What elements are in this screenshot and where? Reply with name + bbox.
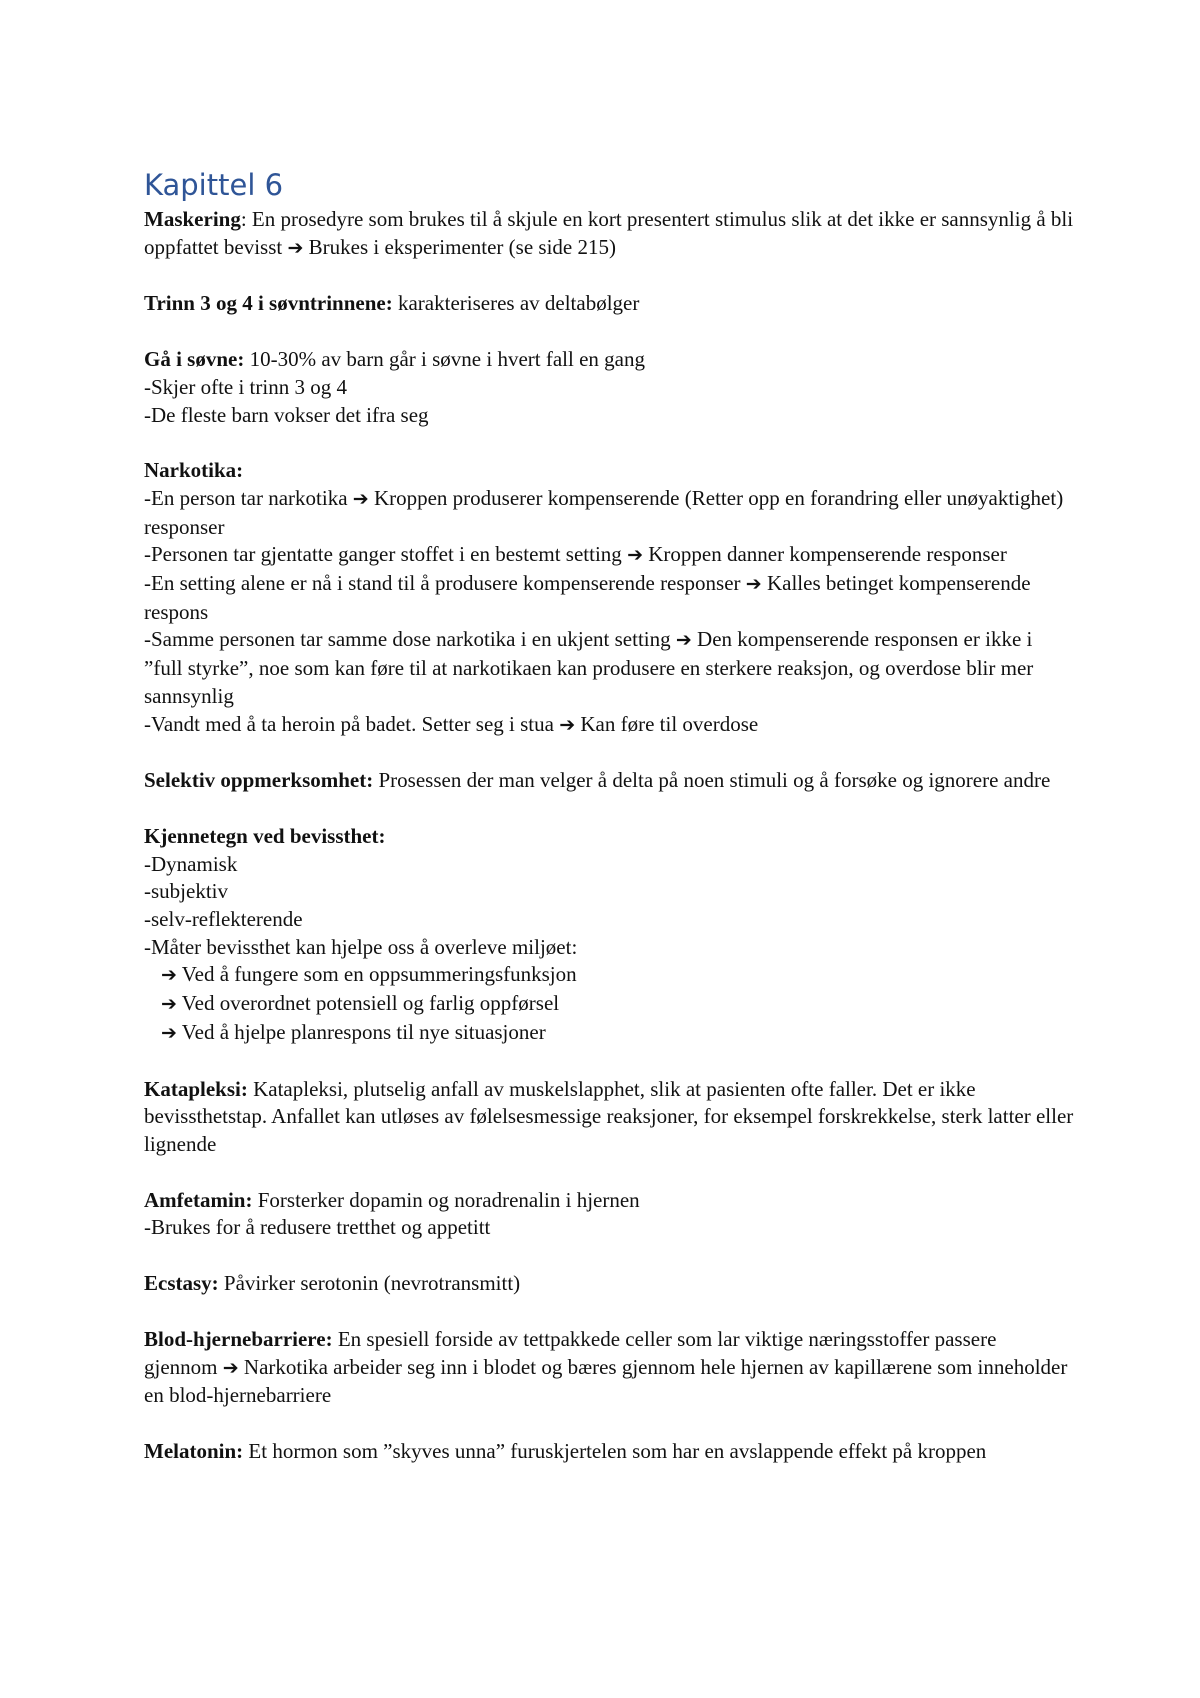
- chapter-heading: Kapittel 6: [144, 168, 284, 202]
- definition-text: Katapleksi, plutselig anfall av muskelslapphet, slik at pasienten ofte faller. Det er ikke bevissthetstap. Anfallet kan utløses av følelsesmessige reaksjoner, for eksempel forskrekkelse, sterk latter eller lignende: [144, 1076, 1074, 1156]
- section-narkotika: [144, 457, 1074, 739]
- arrow-icon: ➔: [675, 629, 692, 652]
- definition-text: Påvirker serotonin (nevrotransmitt): [218, 1271, 521, 1296]
- list-item: -Måter bevissthet kan hjelpe oss å overleve miljøet:: [144, 934, 578, 959]
- list-item: -Skjer ofte i trinn 3 og 4: [144, 374, 347, 399]
- arrow-icon: ➔: [352, 487, 369, 510]
- list-item: -Brukes for å redusere tretthet og appetitt: [144, 1215, 491, 1240]
- term-blod-hjernebarriere: Blod-hjernebarriere:: [144, 1326, 333, 1351]
- definition-text: 10-30% av barn går i søvne i hvert fall en gang: [244, 347, 645, 372]
- definition-text: Prosessen der man velger å delta på noen stimuli og å forsøke og ignorere andre: [373, 768, 1051, 793]
- section-maskering: [144, 206, 1074, 262]
- list-item: -En person tar narkotika ➔ Kroppen produserer kompenserende (Retter opp en forandring eller unøyaktighet) responser: [144, 485, 1064, 539]
- arrow-icon: ➔: [559, 713, 576, 736]
- definition-text: En spesiell forside av tettpakkede celler som lar viktige næringsstoffer passere gjennom: [144, 1326, 997, 1379]
- section-trinn: [144, 290, 1074, 318]
- arrow-icon: ➔: [161, 964, 177, 987]
- definition-text: Forsterker dopamin og noradrenalin i hjernen: [252, 1187, 640, 1212]
- section-ga-i-sovne: [144, 346, 1074, 429]
- section-selektiv-oppmerksomhet: [144, 767, 1074, 795]
- arrow-icon: ➔: [627, 544, 643, 567]
- term-kjennetegn: Kjennetegn ved bevissthet:: [144, 823, 386, 848]
- term-selektiv-oppmerksomhet: Selektiv oppmerksomhet:: [144, 768, 374, 793]
- term-ecstasy: Ecstasy:: [144, 1271, 219, 1296]
- section-ecstasy: [144, 1270, 1074, 1298]
- list-item: -Dynamisk: [144, 851, 238, 876]
- list-item: -Vandt med å ta heroin på badet. Setter seg i stua ➔ Kan føre til overdose: [144, 711, 759, 736]
- arrow-icon: ➔: [222, 1356, 239, 1379]
- definition-text: Brukes i eksperimenter (se side 215): [303, 234, 616, 259]
- definition-text: Narkotika arbeider seg inn i blodet og bæres gjennom hele hjernen av kapillærene som inneholder en blod-hjernebarriere: [144, 1354, 1068, 1408]
- section-amfetamin: [144, 1187, 1074, 1242]
- bullet-item: ➔ Ved å fungere som en oppsummeringsfunksjon: [161, 962, 577, 987]
- list-item: -En setting alene er nå i stand til å produsere kompenserende responser ➔ Kalles betinget kompenserende respons: [144, 571, 1031, 624]
- term-amfetamin: Amfetamin:: [144, 1187, 253, 1212]
- definition-text: Et hormon som ”skyves unna” furuskjertelen som har en avslappende effekt på kroppen: [243, 1438, 987, 1463]
- term-maskering: Maskering: [144, 207, 241, 231]
- list-item: -Personen tar gjentatte ganger stoffet i en bestemt setting ➔ Kroppen danner kompenserende responser: [144, 542, 1007, 567]
- term-trinn: Trinn 3 og 4 i søvntrinnene:: [144, 291, 393, 316]
- section-melatonin: [144, 1438, 1074, 1466]
- arrow-icon: ➔: [161, 993, 177, 1016]
- term-ga-i-sovne: Gå i søvne:: [144, 347, 245, 372]
- list-item: -Samme personen tar samme dose narkotika i en ukjent setting ➔ Den kompenserende responsen er ikke i ”full styrke”, noe som kan føre til at narkotikaen kan produsere en sterkere reaksjon, og overdose blir mer sannsynlig: [144, 627, 1034, 708]
- section-kjennetegn: [144, 823, 1074, 1048]
- arrow-icon: ➔: [745, 573, 762, 596]
- bullet-item: ➔ Ved å hjelpe planrespons til nye situasjoner: [161, 1019, 546, 1044]
- list-item: -selv-reflekterende: [144, 907, 303, 932]
- list-item: -De fleste barn vokser det ifra seg: [144, 402, 429, 427]
- section-katapleksi: [144, 1076, 1074, 1159]
- document-page: [144, 166, 1074, 1494]
- arrow-icon: ➔: [287, 236, 304, 259]
- section-blod-hjernebarriere: [144, 1326, 1074, 1410]
- definition-text: : En prosedyre som brukes til å skjule en kort presentert stimulus slik at det ikke er sannsynlig å bli oppfattet bevisst: [144, 207, 1074, 259]
- term-katapleksi: Katapleksi:: [144, 1076, 248, 1101]
- term-melatonin: Melatonin:: [144, 1438, 244, 1463]
- definition-text: karakteriseres av deltabølger: [392, 291, 640, 316]
- list-item: -subjektiv: [144, 879, 228, 904]
- term-narkotika: Narkotika:: [144, 458, 244, 483]
- arrow-icon: ➔: [161, 1021, 177, 1044]
- bullet-item: ➔ Ved overordnet potensiell og farlig oppførsel: [161, 991, 560, 1016]
